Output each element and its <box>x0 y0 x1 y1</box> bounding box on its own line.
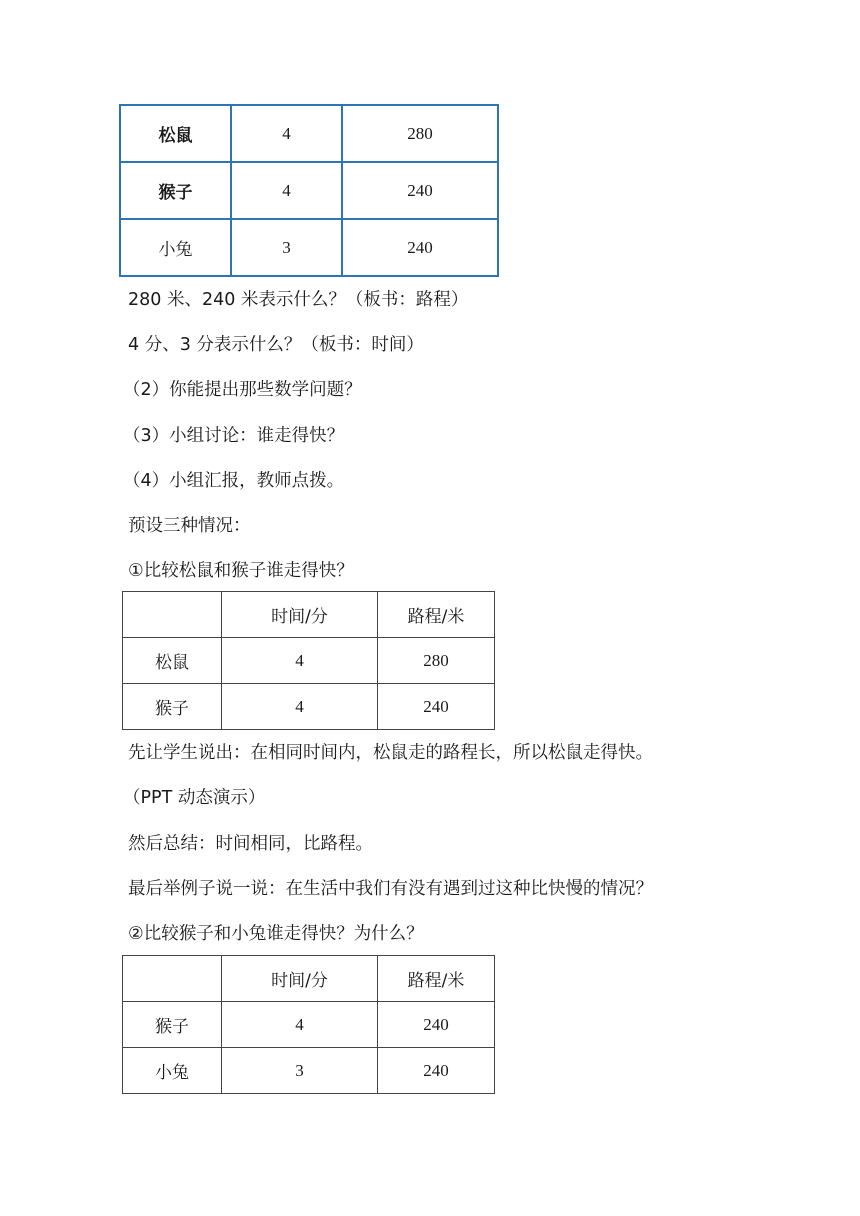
paragraph-line: （PPT 动态演示） <box>123 788 266 808</box>
table-header-row <box>123 956 495 1002</box>
table-cell-animal: 猴子 <box>123 1002 222 1048</box>
table-header-cell <box>123 592 222 638</box>
table-cell-distance: 240 <box>378 1048 495 1094</box>
paragraph-line: 4 分、3 分表示什么？（板书：时间） <box>128 335 424 355</box>
table-cell-animal: 小兔 <box>123 1048 222 1094</box>
table-cell-time: 3 <box>231 219 342 276</box>
table-cell-distance: 240 <box>378 684 495 730</box>
table-header-cell: 路程/米 <box>378 956 495 1002</box>
paragraph-line: 先让学生说出：在相同时间内，松鼠走的路程长，所以松鼠走得快。 <box>128 743 653 763</box>
table-cell-time: 4 <box>222 1002 378 1048</box>
table-cell-animal: 松鼠 <box>120 105 231 162</box>
table-cell-animal: 猴子 <box>120 162 231 219</box>
table-cell-time: 4 <box>231 162 342 219</box>
table-cell-time: 4 <box>222 684 378 730</box>
speed-table-monkey-rabbit <box>122 955 495 1094</box>
table-row <box>120 219 498 276</box>
paragraph-line: （3）小组讨论：谁走得快？ <box>123 426 345 446</box>
table-row <box>123 1002 495 1048</box>
speed-table-squirrel-monkey <box>122 591 495 730</box>
table-cell-distance: 280 <box>378 638 495 684</box>
table-header-row <box>123 592 495 638</box>
table-header-cell: 时间/分 <box>222 956 378 1002</box>
table-row <box>120 162 498 219</box>
paragraph-line: 最后举例子说一说：在生活中我们有没有遇到过这种比快慢的情况？ <box>128 879 653 899</box>
paragraph-line: 280 米、240 米表示什么？（板书：路程） <box>128 290 469 310</box>
table-cell-animal: 小兔 <box>120 219 231 276</box>
table-cell-time: 3 <box>222 1048 378 1094</box>
table-cell-time: 4 <box>231 105 342 162</box>
table-row <box>120 105 498 162</box>
table-header-cell <box>123 956 222 1002</box>
table-row <box>123 1048 495 1094</box>
speed-table-all <box>119 104 499 277</box>
paragraph-line: 然后总结：时间相同，比路程。 <box>128 834 373 854</box>
paragraph-line: 预设三种情况： <box>128 516 251 536</box>
table-row <box>123 638 495 684</box>
table-header-cell: 路程/米 <box>378 592 495 638</box>
table-cell-distance: 240 <box>342 162 498 219</box>
table-cell-animal: 猴子 <box>123 684 222 730</box>
table-cell-animal: 松鼠 <box>123 638 222 684</box>
table-header-cell: 时间/分 <box>222 592 378 638</box>
table-cell-time: 4 <box>222 638 378 684</box>
table-row <box>123 684 495 730</box>
table-cell-distance: 280 <box>342 105 498 162</box>
table-cell-distance: 240 <box>378 1002 495 1048</box>
paragraph-line: （2）你能提出那些数学问题？ <box>123 380 362 400</box>
paragraph-line: ①比较松鼠和猴子谁走得快？ <box>128 561 354 581</box>
paragraph-line: ②比较猴子和小兔谁走得快？为什么？ <box>128 924 424 944</box>
paragraph-line: （4）小组汇报，教师点拨。 <box>123 471 345 491</box>
table-cell-distance: 240 <box>342 219 498 276</box>
